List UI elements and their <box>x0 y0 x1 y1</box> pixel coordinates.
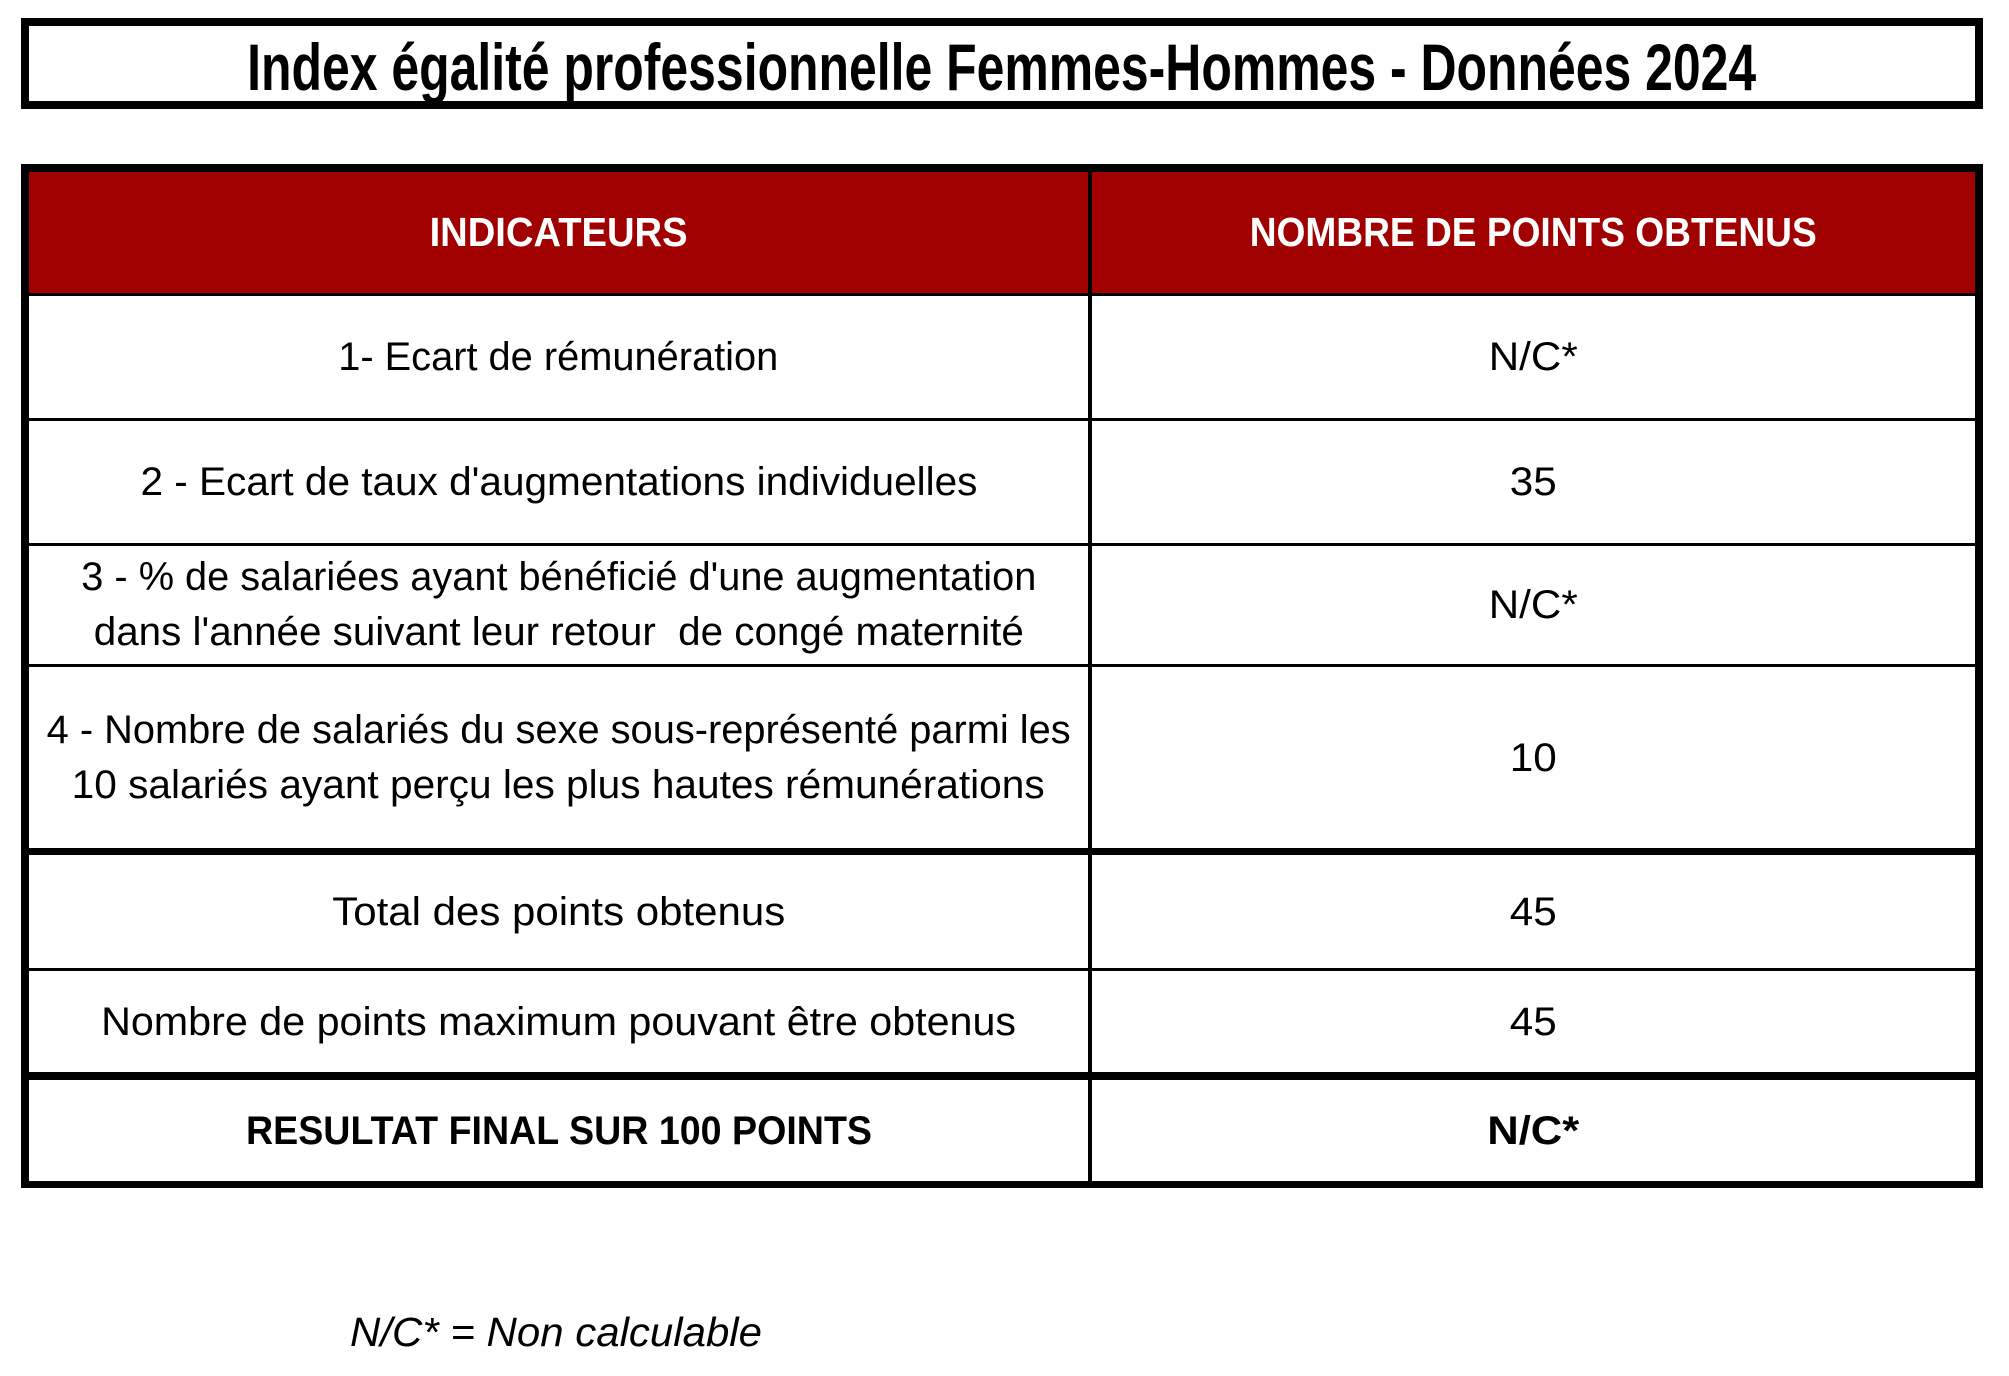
points-cell <box>1092 1080 1975 1181</box>
indicator-text-line-2: dans l'année suivant leur retour de congé maternité <box>93 610 1024 654</box>
header-cell-points <box>1092 172 1975 293</box>
header-indicateurs: INDICATEURS <box>429 209 688 255</box>
indicator-cell <box>29 421 1088 543</box>
table-row <box>21 421 1983 543</box>
indicator-text: 2 - Ecart de taux d'augmentations individuelles <box>139 460 977 504</box>
points-value: N/C* <box>1488 335 1578 379</box>
indicator-text: Total des points obtenus <box>332 889 785 934</box>
final-result-label: RESULTAT FINAL SUR 100 POINTS <box>245 1108 872 1153</box>
indicator-text: Nombre de points maximum pouvant être obtenus <box>100 999 1016 1044</box>
footnote-text: N/C* = Non calculable <box>350 1309 762 1355</box>
table-row <box>21 971 1983 1072</box>
table-row <box>21 667 1983 848</box>
points-cell <box>1092 421 1975 543</box>
table-row-final-result <box>21 1080 1983 1181</box>
table-row <box>21 546 1983 664</box>
table-header-row <box>21 172 1983 293</box>
header-cell-indicateurs <box>29 172 1088 293</box>
indicator-cell <box>29 855 1088 968</box>
footnote <box>350 1309 762 1355</box>
points-cell <box>1092 971 1975 1072</box>
points-value: 35 <box>1510 460 1557 504</box>
table-row <box>21 855 1983 968</box>
points-cell <box>1092 667 1975 848</box>
indicator-text-line-1: 3 - % de salariées ayant bénéficié d'une augmentation <box>80 555 1036 599</box>
page-title: Index égalité professionnelle Femmes-Hommes - Données 2024 <box>247 29 1757 104</box>
indicator-text-line-2: 10 salariés ayant perçu les plus hautes rémunérations <box>71 762 1045 807</box>
table-row <box>21 296 1983 418</box>
results-table <box>21 164 1983 1188</box>
indicator-text-line-1: 4 - Nombre de salariés du sexe sous-représenté parmi les <box>46 707 1071 752</box>
final-result-value: N/C* <box>1487 1108 1580 1153</box>
indicator-cell <box>29 546 1088 664</box>
points-value: 45 <box>1510 999 1557 1044</box>
points-value: 10 <box>1510 735 1557 780</box>
points-value: N/C* <box>1488 583 1578 627</box>
title-box <box>21 18 1983 109</box>
points-cell <box>1092 855 1975 968</box>
indicator-text: 1- Ecart de rémunération <box>338 335 779 379</box>
header-points: NOMBRE DE POINTS OBTENUS <box>1250 209 1817 255</box>
indicator-cell <box>29 1080 1088 1181</box>
indicator-cell <box>29 296 1088 418</box>
title-box-inner <box>29 26 1975 104</box>
points-cell <box>1092 296 1975 418</box>
points-cell <box>1092 546 1975 664</box>
indicator-cell <box>29 971 1088 1072</box>
indicator-cell <box>29 667 1088 848</box>
points-value: 45 <box>1510 889 1557 934</box>
